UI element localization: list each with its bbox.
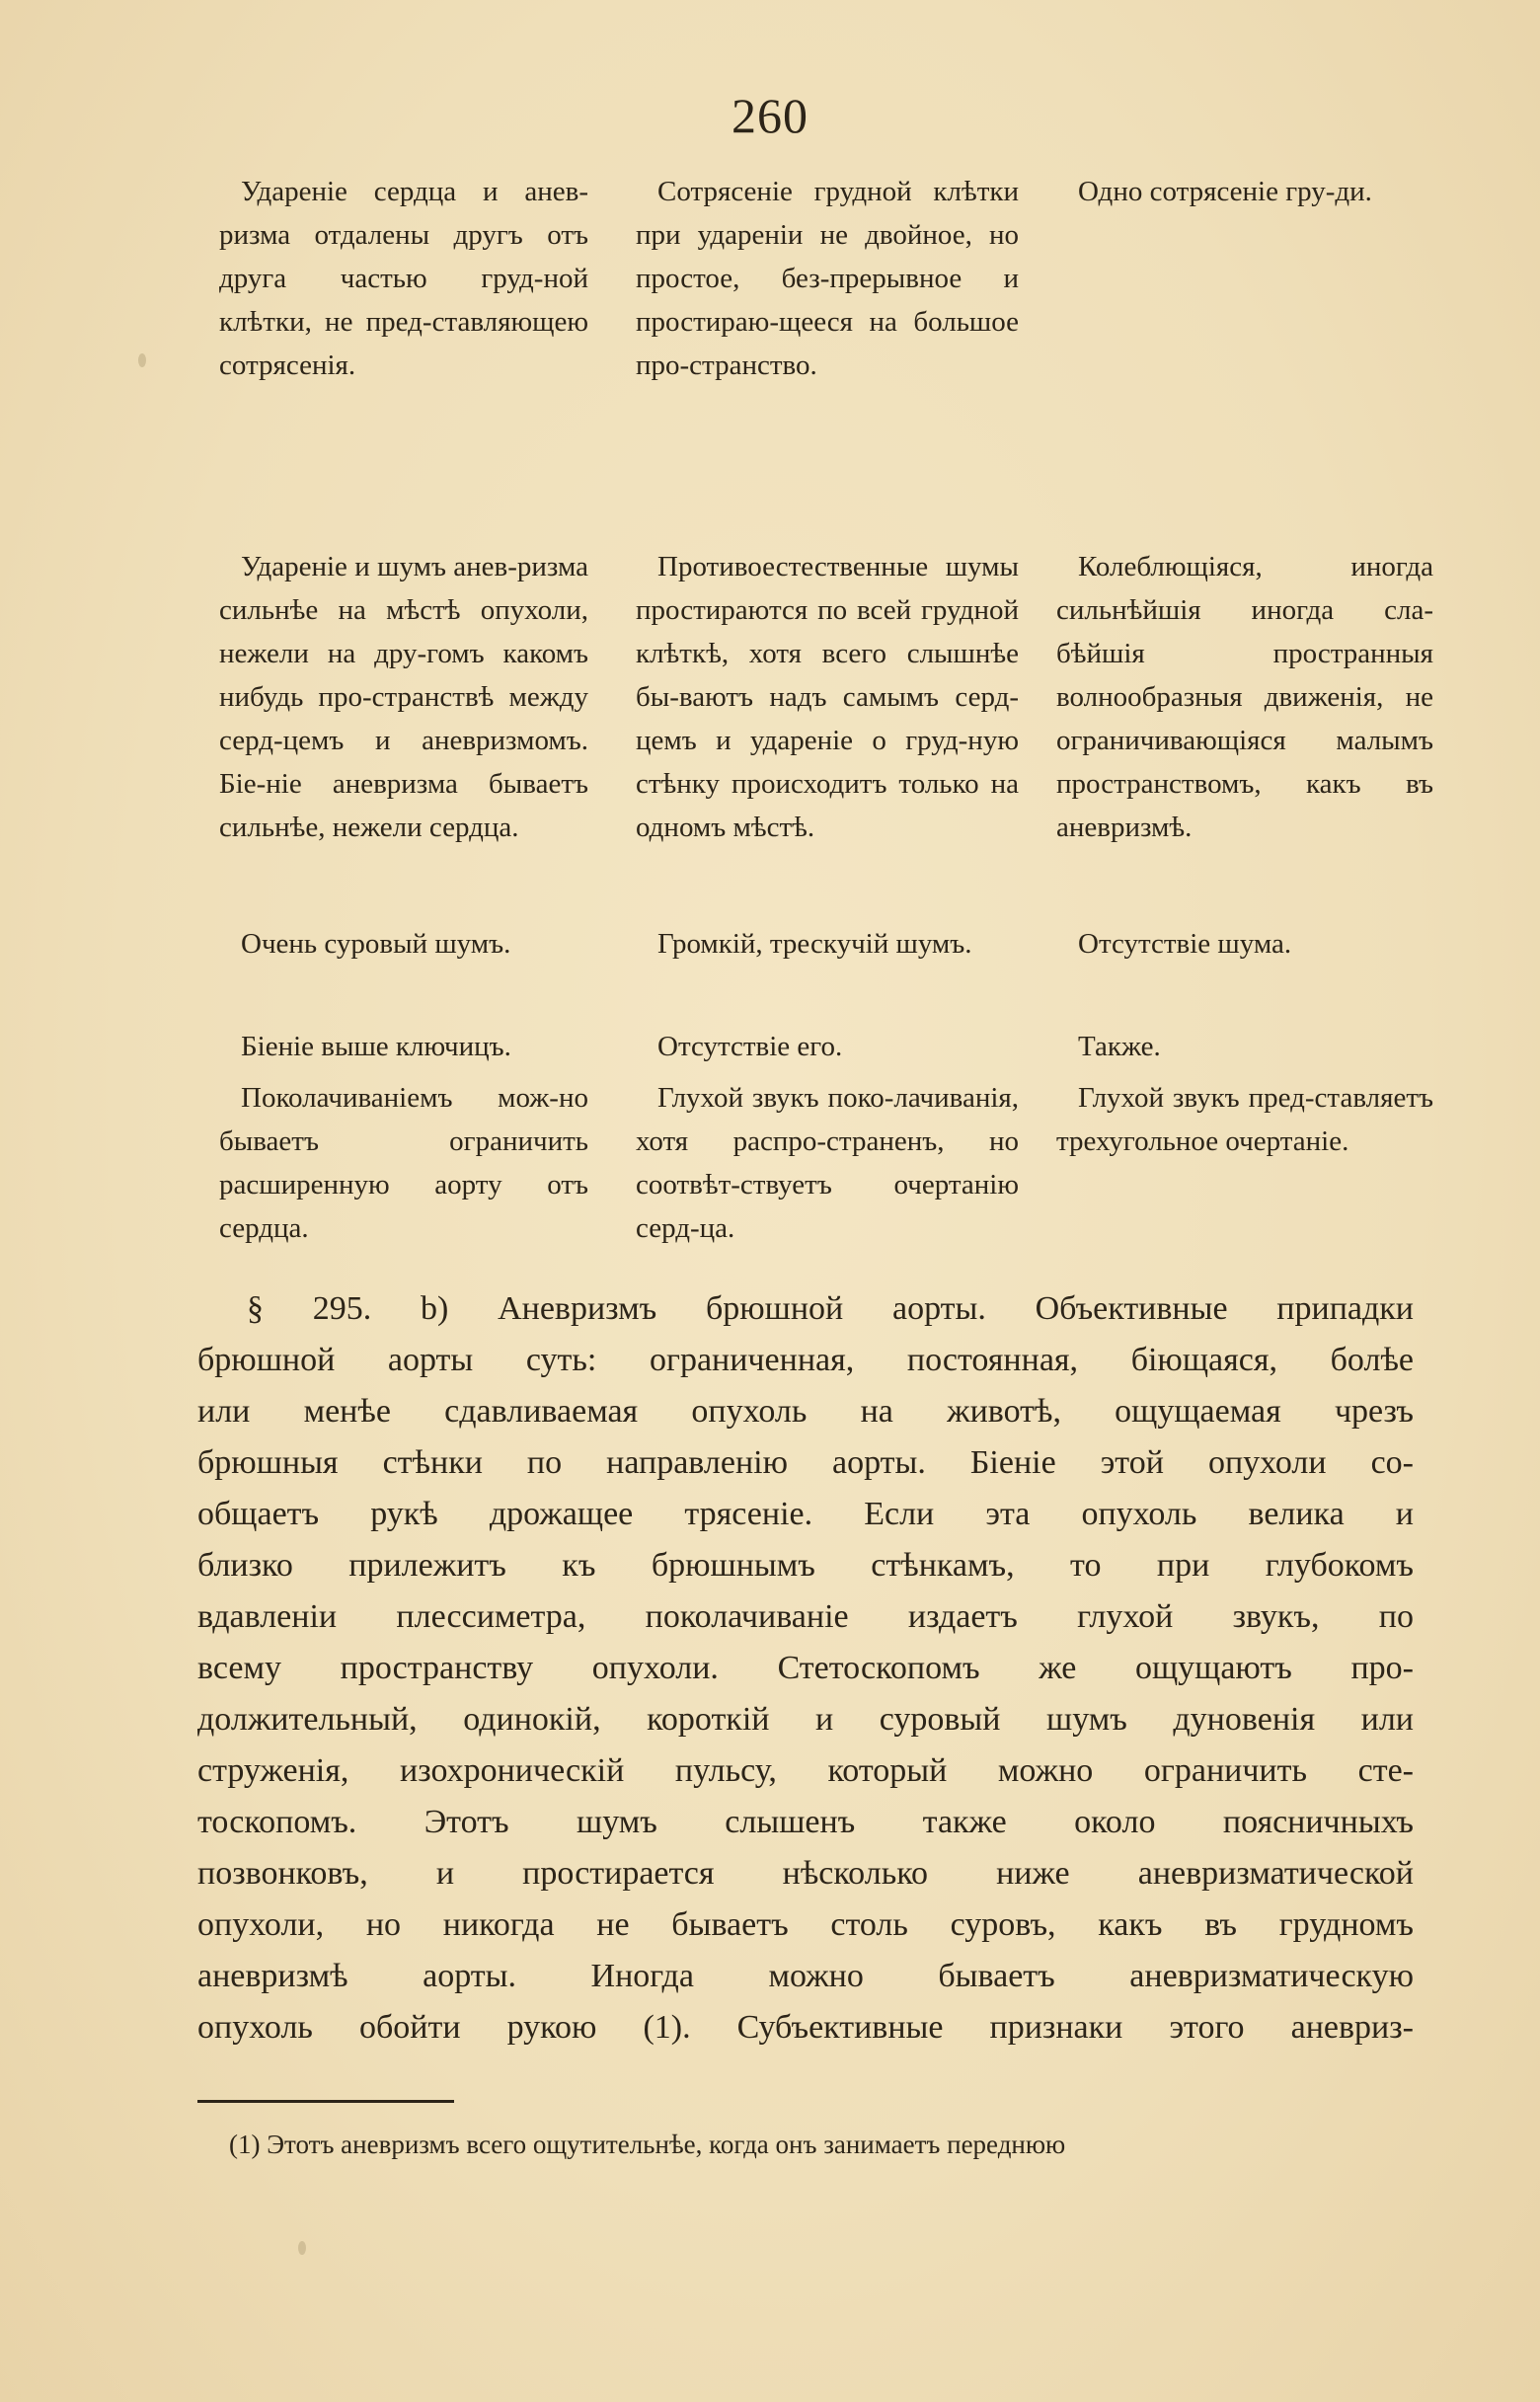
paragraph-line: близко прилежитъ къ брюшнымъ стѣнкамъ, то при глубокомъ: [197, 1547, 1414, 1584]
column-other-cell: Глухой звукъ пред-ставляетъ трехугольное очертаніе.: [1056, 1082, 1433, 1157]
paragraph-line: аневризмѣ аорты. Иногда можно бываетъ аневризматическую: [197, 1958, 1414, 1994]
comparison-table: [219, 170, 1433, 1250]
comparison-row: [219, 170, 1433, 545]
column-heart-cell: Сотрясеніе грудной клѣтки при удареніи не двойное, но простое, без-прерывное и простираю-щееся на большое про-странство.: [636, 176, 1019, 381]
column-aneurysm-cell: Удареніе и шумъ анев-ризма сильнѣе на мѣстѣ опухоли, нежели на дру-гомъ какомъ нибудь про-странствѣ между серд-цемъ и аневризмомъ. Біе-ніе аневризма бываетъ сильнѣе, нежели сердца.: [219, 551, 588, 843]
column-aneurysm-cell: Біеніе выше ключицъ.: [241, 1031, 511, 1062]
comparison-row: [219, 1076, 1433, 1250]
comparison-row: [219, 922, 1433, 1025]
section-295-paragraph: [197, 1283, 1414, 2053]
paragraph-line: или менѣе сдавливаемая опухоль на животѣ, ощущаемая чрезъ: [197, 1393, 1414, 1430]
column-other-cell: Отсутствіе шума.: [1078, 928, 1292, 960]
paragraph-line: тоскопомъ. Этотъ шумъ слышенъ также около поясничныхъ: [197, 1804, 1414, 1840]
page-number: 260: [732, 88, 808, 143]
paragraph-line: струженія, изохроническій пульсу, который можно ограничить сте-: [197, 1752, 1414, 1789]
footnote: (1) Этотъ аневризмъ всего ощутительнѣе, когда онъ занимаетъ переднюю: [229, 2130, 1066, 2159]
column-heart-cell: Отсутствіе его.: [657, 1031, 843, 1062]
paragraph-line: § 295. b) Аневризмъ брюшной аорты. Объективные припадки: [247, 1290, 1414, 1327]
column-heart-cell: Громкій, трескучій шумъ.: [657, 928, 972, 960]
paragraph-line: опухоль обойти рукою (1). Субъективные признаки этого аневриз-: [197, 2009, 1414, 2046]
column-heart-cell: Противоестественные шумы простираются по всей грудной клѣткѣ, хотя всего слышнѣе бы-ваютъ надъ самымъ серд-цемъ и удареніе о груд-ную стѣнку происходитъ только на одномъ мѣстѣ.: [636, 551, 1019, 843]
footnote-rule: [197, 2100, 454, 2103]
comparison-row: [219, 545, 1433, 922]
paragraph-line: позвонковъ, и простирается нѣсколько ниже аневризматической: [197, 1855, 1414, 1892]
paper-speck: [298, 2241, 306, 2255]
column-other-cell: Одно сотрясеніе гру-ди.: [1078, 176, 1372, 207]
paragraph-line: опухоли, но никогда не бываетъ столь суровъ, какъ въ грудномъ: [197, 1906, 1414, 1943]
column-aneurysm-cell: Очень суровый шумъ.: [241, 928, 511, 960]
comparison-row: [219, 1025, 1433, 1076]
paragraph-line: брюшныя стѣнки по направленію аорты. Біеніе этой опухоли со-: [197, 1444, 1414, 1481]
paragraph-line: всему пространству опухоли. Стетоскопомъ же ощущаютъ про-: [197, 1650, 1414, 1686]
paragraph-line: общаетъ рукѣ дрожащее трясеніе. Если эта опухоль велика и: [197, 1496, 1414, 1532]
column-heart-cell: Глухой звукъ поко-лачиванія, хотя распро-страненъ, но соотвѣт-ствуетъ очертанію серд-ца.: [636, 1082, 1019, 1244]
paragraph-line: вдавленіи плессиметра, поколачиваніе издаетъ глухой звукъ, по: [197, 1598, 1414, 1635]
paragraph-line: должительный, одинокій, короткій и суровый шумъ дуновенія или: [197, 1701, 1414, 1738]
column-other-cell: Колеблющіяся, иногда сильнѣйшія иногда сла-бѣйшія пространныя волнообразныя движенія, не ограничивающіяся малымъ пространствомъ, какъ въ аневризмѣ.: [1056, 551, 1433, 843]
paper-speck: [138, 353, 146, 367]
column-other-cell: Также.: [1078, 1031, 1161, 1062]
column-aneurysm-cell: Поколачиваніемъ мож-но бываетъ ограничить расширенную аорту отъ сердца.: [219, 1082, 588, 1244]
paragraph-line: брюшной аорты суть: ограниченная, постоянная, біющаяся, болѣе: [197, 1342, 1414, 1378]
column-aneurysm-cell: Удареніе сердца и анев-ризма отдалены другъ отъ друга частью груд-ной клѣтки, не пред-ставляющею сотрясенія.: [219, 176, 588, 381]
